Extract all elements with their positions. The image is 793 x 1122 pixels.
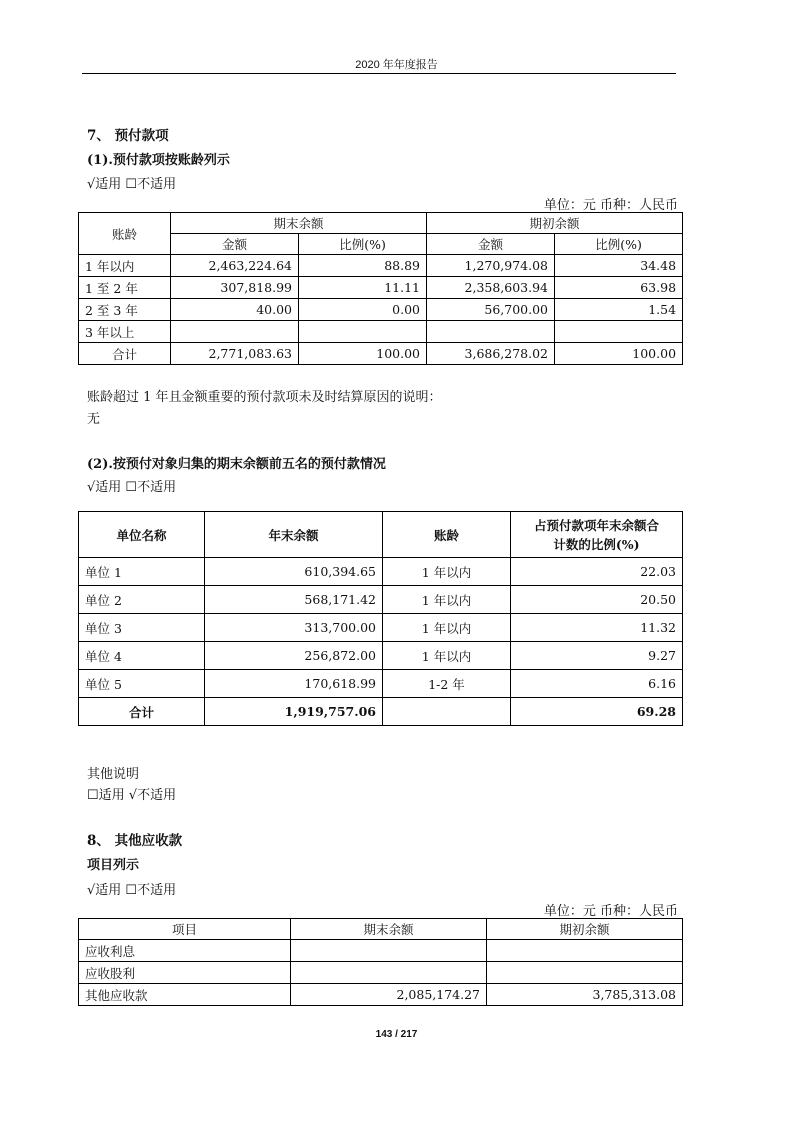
top-five-prepayment-table xyxy=(78,511,683,726)
cell-percentage: 6.16 xyxy=(511,670,683,698)
cell-ending-balance: 2,085,174.27 xyxy=(291,984,487,1006)
header-ending-balance: 期末余额 xyxy=(171,213,427,234)
cell-amount-end: 307,818.99 xyxy=(171,277,299,299)
cell-ratio-end: 100.00 xyxy=(299,343,427,365)
cell-ratio-begin: 1.54 xyxy=(555,299,683,321)
cell-ending-balance xyxy=(291,940,487,962)
cell-unit-name: 单位 3 xyxy=(79,614,205,642)
table-row xyxy=(79,299,683,321)
applicability-check-3: ☐适用 √不适用 xyxy=(87,788,177,803)
total-row xyxy=(79,698,683,726)
applicability-check-1: √适用 ☐不适用 xyxy=(87,177,177,192)
cell-amount-end: 2,771,083.63 xyxy=(171,343,299,365)
header-beginning-balance: 期初余额 xyxy=(487,919,683,940)
unit-label-1: 单位：元 币种：人民币 xyxy=(543,198,678,213)
table-row xyxy=(79,277,683,299)
table-row xyxy=(79,642,683,670)
cell-amount-begin: 2,358,603.94 xyxy=(427,277,555,299)
cell-item: 应收股利 xyxy=(79,962,291,984)
page-number: 143 / 217 xyxy=(375,1029,418,1040)
cell-ratio-begin: 100.00 xyxy=(555,343,683,365)
header-percentage-line1: 占预付款项年末余额合 xyxy=(533,517,659,533)
header-amount-begin: 金额 xyxy=(427,234,555,255)
cell-item: 其他应收款 xyxy=(79,984,291,1006)
header-year-end-balance: 年末余额 xyxy=(205,512,383,558)
header-ratio-end: 比例(%) xyxy=(299,234,427,255)
unit-label-2: 单位：元 币种：人民币 xyxy=(543,904,678,919)
header-amount-end: 金额 xyxy=(171,234,299,255)
cell-beginning-balance xyxy=(487,962,683,984)
cell-aging: 1 年以内 xyxy=(383,614,511,642)
header-unit-name: 单位名称 xyxy=(79,512,205,558)
cell-balance: 568,171.42 xyxy=(205,586,383,614)
overdue-note-label: 账龄超过 1 年且金额重要的预付款项未及时结算原因的说明： xyxy=(87,390,442,405)
cell-percentage: 22.03 xyxy=(511,558,683,586)
cell-aging: 1 年以内 xyxy=(383,642,511,670)
cell-amount-end xyxy=(171,321,299,343)
cell-amount-begin xyxy=(427,321,555,343)
cell-ratio-begin: 34.48 xyxy=(555,255,683,277)
table-row xyxy=(79,614,683,642)
cell-aging: 3 年以上 xyxy=(79,321,171,343)
section-7-1-title: (1).预付款项按账龄列示 xyxy=(87,153,230,168)
table-row xyxy=(79,940,683,962)
total-row xyxy=(79,343,683,365)
table-row xyxy=(79,984,683,1006)
cell-unit-name: 单位 2 xyxy=(79,586,205,614)
section-8-subtitle: 项目列示 xyxy=(87,858,140,873)
cell-percentage: 9.27 xyxy=(511,642,683,670)
header-ratio-begin: 比例(%) xyxy=(555,234,683,255)
cell-total-label: 合计 xyxy=(79,698,205,726)
cell-percentage: 69.28 xyxy=(511,698,683,726)
cell-unit-name: 单位 1 xyxy=(79,558,205,586)
cell-aging xyxy=(383,698,511,726)
header-aging: 账龄 xyxy=(79,213,171,255)
cell-balance: 1,919,757.06 xyxy=(205,698,383,726)
cell-percentage: 20.50 xyxy=(511,586,683,614)
cell-aging: 1 年以内 xyxy=(383,558,511,586)
header-percentage-line2: 计数的比例(%) xyxy=(553,536,640,552)
header-item: 项目 xyxy=(79,919,291,940)
table-row xyxy=(79,670,683,698)
page-header-title: 2020 年年度报告 xyxy=(355,59,438,71)
cell-balance: 610,394.65 xyxy=(205,558,383,586)
cell-balance: 313,700.00 xyxy=(205,614,383,642)
cell-beginning-balance: 3,785,313.08 xyxy=(487,984,683,1006)
table-row xyxy=(79,586,683,614)
cell-unit-name: 单位 4 xyxy=(79,642,205,670)
cell-percentage: 11.32 xyxy=(511,614,683,642)
table-row xyxy=(79,321,683,343)
cell-amount-begin: 3,686,278.02 xyxy=(427,343,555,365)
cell-item: 应收利息 xyxy=(79,940,291,962)
cell-ending-balance xyxy=(291,962,487,984)
table-row xyxy=(79,255,683,277)
header-divider xyxy=(82,73,676,74)
cell-ratio-end: 88.89 xyxy=(299,255,427,277)
section-8-title: 8、 其他应收款 xyxy=(87,833,183,849)
cell-unit-name: 单位 5 xyxy=(79,670,205,698)
cell-aging: 1 至 2 年 xyxy=(79,277,171,299)
cell-beginning-balance xyxy=(487,940,683,962)
cell-aging: 1 年以内 xyxy=(383,586,511,614)
prepayment-aging-table xyxy=(78,212,683,365)
cell-amount-end: 40.00 xyxy=(171,299,299,321)
header-beginning-balance: 期初余额 xyxy=(427,213,683,234)
cell-amount-begin: 1,270,974.08 xyxy=(427,255,555,277)
cell-amount-end: 2,463,224.64 xyxy=(171,255,299,277)
applicability-check-2: √适用 ☐不适用 xyxy=(87,480,177,495)
cell-aging: 1-2 年 xyxy=(383,670,511,698)
section-7-title: 7、 预付款项 xyxy=(87,128,169,144)
cell-ratio-begin: 63.98 xyxy=(555,277,683,299)
header-ending-balance: 期末余额 xyxy=(291,919,487,940)
cell-total-label: 合计 xyxy=(79,343,171,365)
cell-ratio-end: 0.00 xyxy=(299,299,427,321)
cell-balance: 170,618.99 xyxy=(205,670,383,698)
cell-aging: 2 至 3 年 xyxy=(79,299,171,321)
cell-amount-begin: 56,700.00 xyxy=(427,299,555,321)
section-7-2-title: (2).按预付对象归集的期末余额前五名的预付款情况 xyxy=(87,457,386,472)
header-aging: 账龄 xyxy=(383,512,511,558)
applicability-check-4: √适用 ☐不适用 xyxy=(87,883,177,898)
cell-ratio-begin xyxy=(555,321,683,343)
table-row xyxy=(79,558,683,586)
header-percentage xyxy=(511,512,683,558)
overdue-note-value: 无 xyxy=(87,412,101,427)
cell-ratio-end xyxy=(299,321,427,343)
table-row xyxy=(79,962,683,984)
cell-balance: 256,872.00 xyxy=(205,642,383,670)
other-receivables-table xyxy=(78,918,683,1006)
cell-aging: 1 年以内 xyxy=(79,255,171,277)
other-notes-label: 其他说明 xyxy=(87,767,140,782)
cell-ratio-end: 11.11 xyxy=(299,277,427,299)
